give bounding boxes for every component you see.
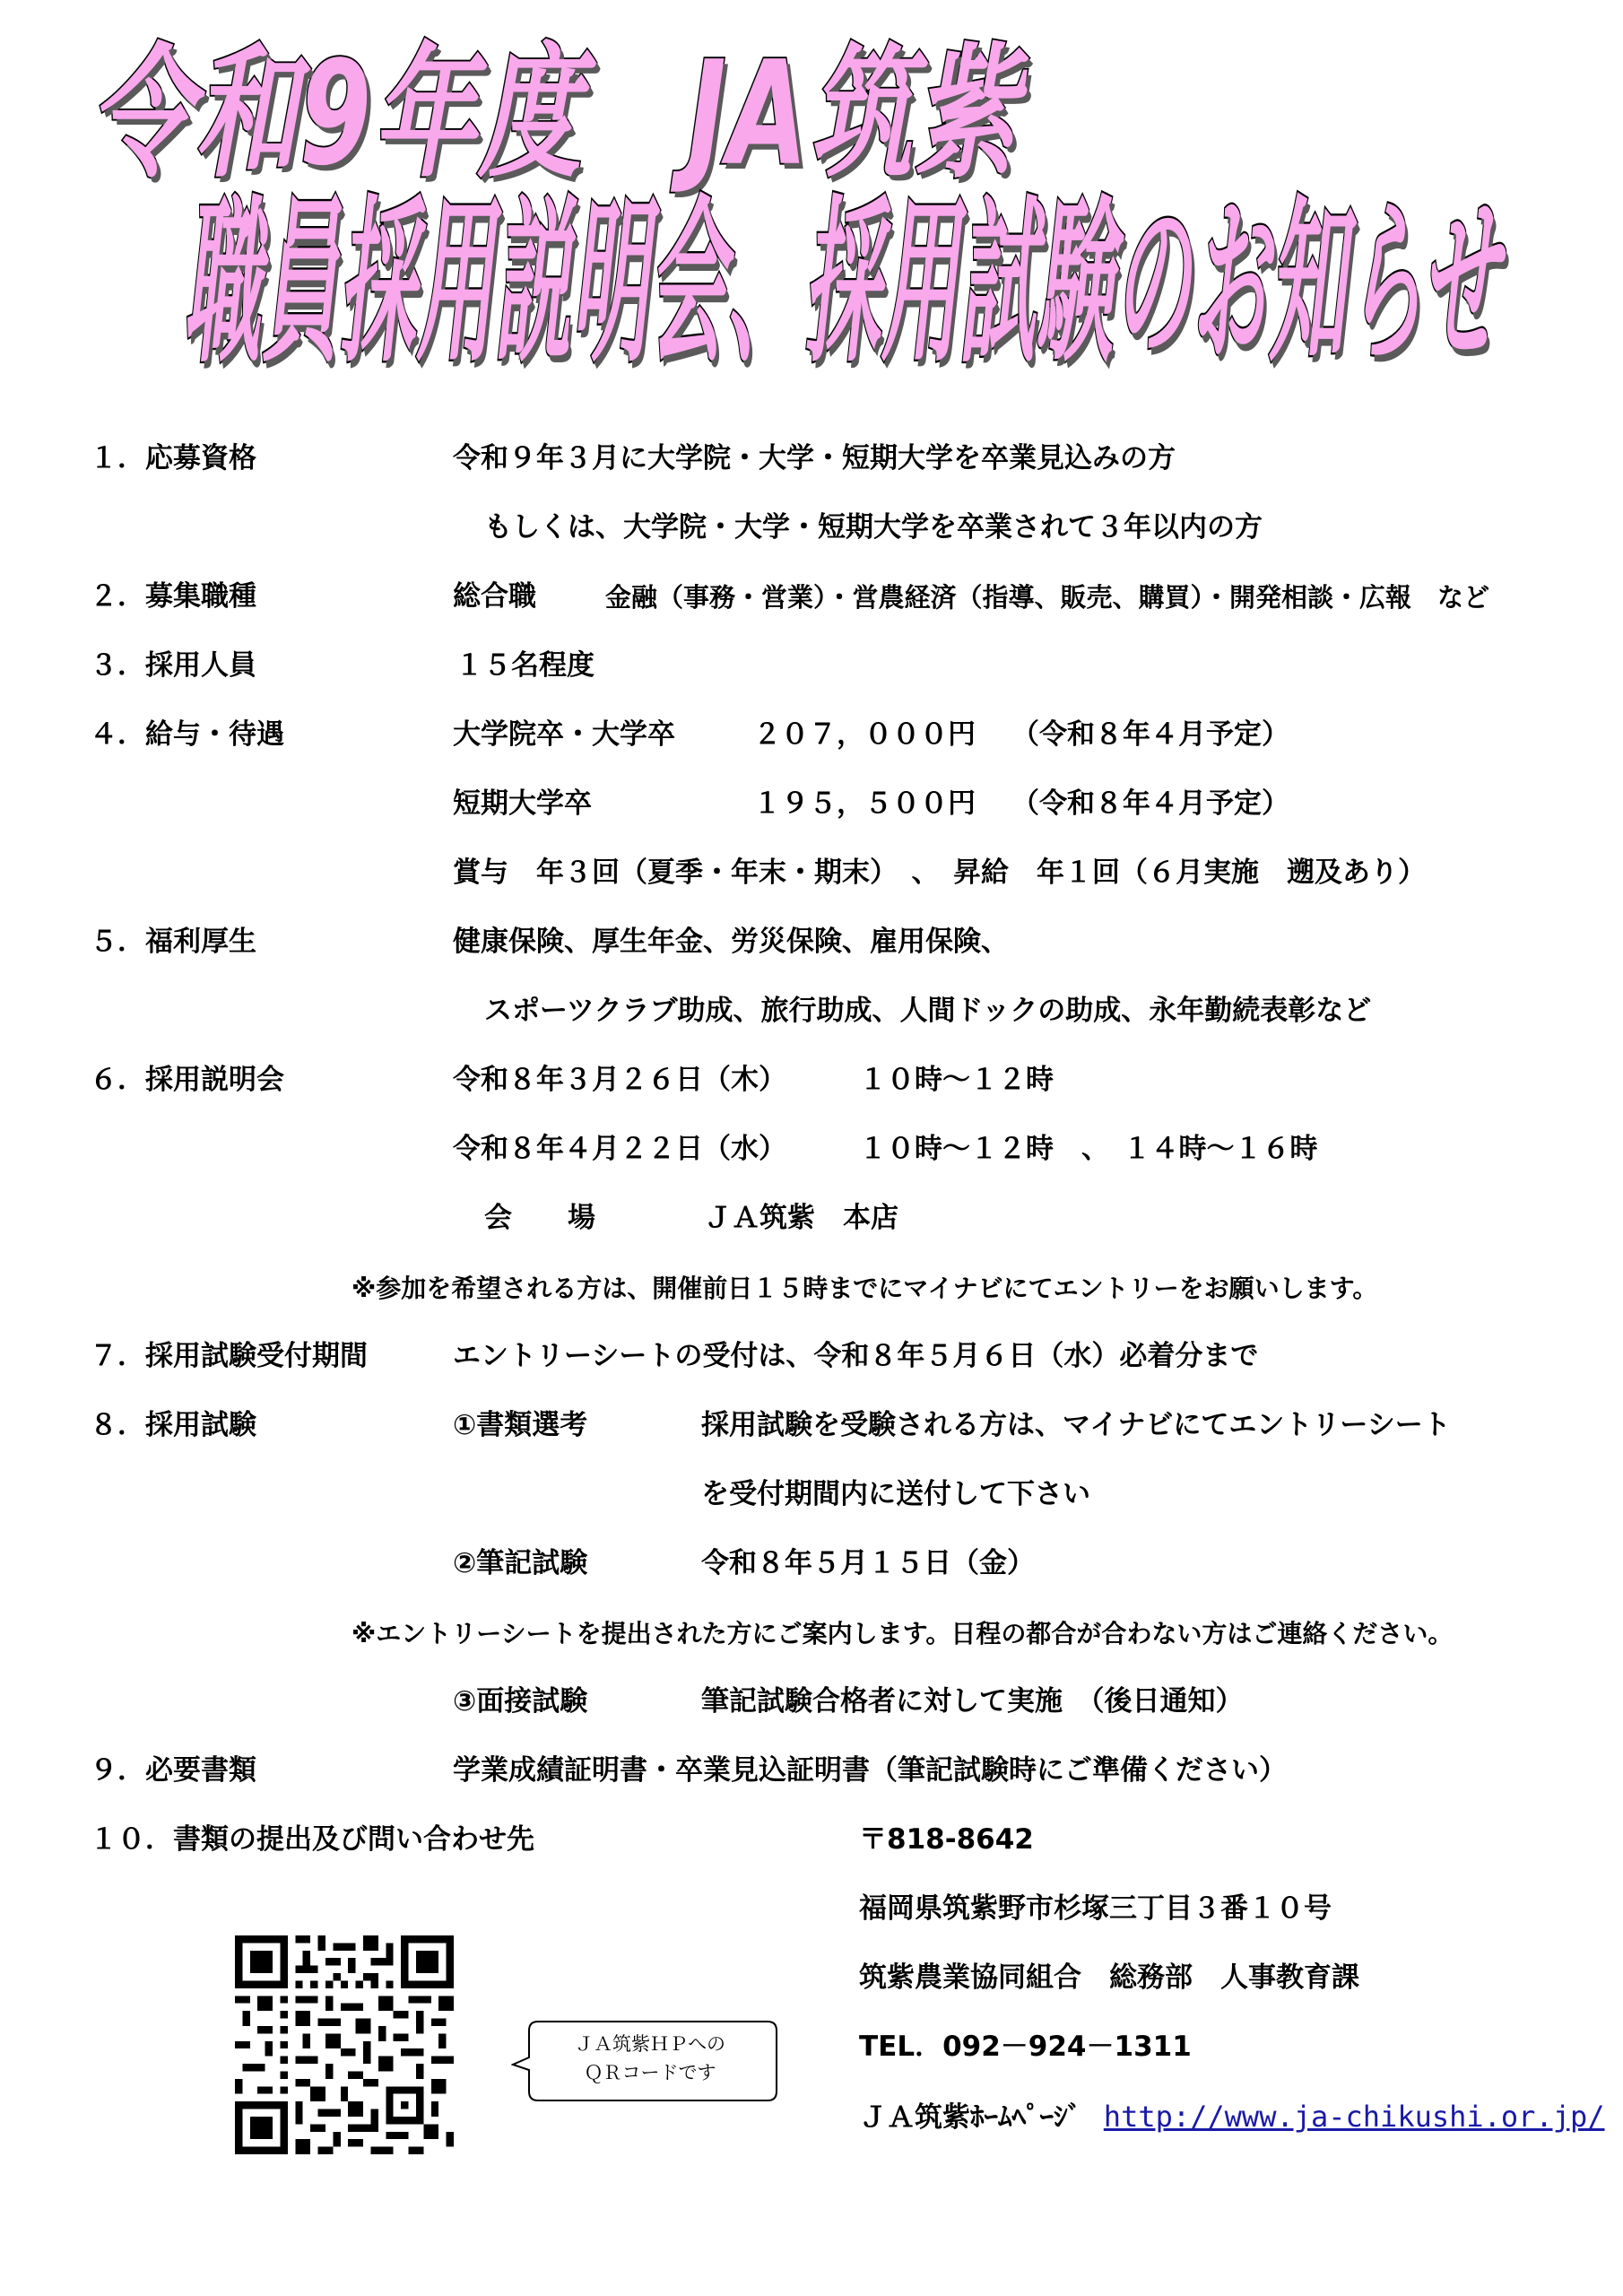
s9-label: ９．必要書類 xyxy=(90,1754,256,1787)
s6-venue-label: 会 場 xyxy=(484,1202,595,1234)
s1-line2: もしくは、大学院・大学・短期大学を卒業されて３年以内の方 xyxy=(484,511,1263,544)
s8-step2-value: 令和８年５月１５日（金） xyxy=(701,1547,1035,1579)
s2-category: 総合職 xyxy=(453,580,536,613)
s2-detail: 金融（事務・営業）・営農経済（指導、販売、購買）・開発相談・広報 など xyxy=(605,582,1490,613)
s7-value: エントリーシートの受付は、令和８年５月６日（水）必着分まで xyxy=(453,1340,1259,1372)
s4-row2-amount: １９５，５００円 xyxy=(753,787,976,820)
s5-line2: スポーツクラブ助成、旅行助成、人間ドックの助成、永年勤続表彰など xyxy=(484,995,1372,1027)
s3-value: １５名程度 xyxy=(456,649,595,682)
s8-step1-line2: を受付期間内に送付して下さい xyxy=(701,1478,1090,1510)
s7-label: ７．採用試験受付期間 xyxy=(90,1340,368,1372)
s3-label: ３．採用人員 xyxy=(90,649,256,682)
contact-postal: 〒818-8642 xyxy=(859,1823,1034,1856)
s5-line1: 健康保険、厚生年金、労災保険、雇用保険、 xyxy=(453,926,1009,958)
s6-venue: ＪＡ筑紫 本店 xyxy=(704,1202,898,1234)
s1-line1: 令和９年３月に大学院・大学・短期大学を卒業見込みの方 xyxy=(453,442,1176,474)
s8-step1-line1: 採用試験を受験される方は、マイナビにてエントリーシート xyxy=(701,1409,1451,1441)
s8-step3: ③面接試験 xyxy=(453,1685,588,1718)
s6-date2: 令和８年４月２２日（水） xyxy=(453,1133,786,1165)
s4-row1-note: （令和８年４月予定） xyxy=(1011,718,1289,751)
s6-time2: １０時～１２時 、 １４時～１６時 xyxy=(859,1133,1318,1165)
title-line2: 職員採用説明会、採用試験のお知らせ xyxy=(184,179,1499,387)
contact-address: 福岡県筑紫野市杉塚三丁目３番１０号 xyxy=(859,1892,1332,1925)
s1-label: １．応募資格 xyxy=(90,442,256,474)
contact-org: 筑紫農業協同組合 総務部 人事教育課 xyxy=(859,1961,1359,1994)
s5-label: ５．福利厚生 xyxy=(90,926,256,958)
qr-caption xyxy=(529,2030,771,2087)
homepage-link[interactable]: http://www.ja-chikushi.or.jp/ xyxy=(1103,2100,1605,2134)
s4-row1-type: 大学院卒・大学卒 xyxy=(453,718,675,751)
s6-note: ※参加を希望される方は、開催前日１５時までにマイナビにてエントリーをお願いします。 xyxy=(352,1274,1378,1303)
s4-bonus: 賞与 年３回（夏季・年末・期末） 、 昇給 年１回（６月実施 遡及あり） xyxy=(453,857,1426,889)
s6-label: ６．採用説明会 xyxy=(90,1064,284,1096)
s4-row1-amount: ２０７，０００円 xyxy=(753,718,976,751)
s8-step1: ①書類選考 xyxy=(453,1409,588,1441)
qr-caption-line1: ＪＡ筑紫ＨＰへの xyxy=(575,2033,725,2055)
qr-caption-line2: ＱＲコードです xyxy=(584,2062,716,2083)
s8-label: ８．採用試験 xyxy=(90,1409,256,1441)
s8-note: ※エントリーシートを提出された方にご案内します。日程の都合が合わない方はご連絡ください。 xyxy=(352,1619,1454,1648)
s6-date1: 令和８年３月２６日（木） xyxy=(453,1064,786,1096)
qr-code-icon[interactable] xyxy=(235,1935,454,2154)
contact-homepage xyxy=(859,2100,1605,2135)
s4-row2-note: （令和８年４月予定） xyxy=(1011,787,1289,820)
title-line1: 令和9年度 JA筑紫 xyxy=(90,30,1020,198)
s10-label: １０．書類の提出及び問い合わせ先 xyxy=(90,1823,534,1856)
homepage-label: ＪＡ筑紫ﾎｰﾑﾍﾟｰｼﾞ xyxy=(859,2101,1081,2134)
s9-value: 学業成績証明書・卒業見込証明書（筆記試験時にご準備ください） xyxy=(453,1754,1287,1787)
s4-row2-type: 短期大学卒 xyxy=(453,787,592,820)
s6-time1: １０時～１２時 xyxy=(859,1064,1054,1096)
contact-tel: TEL．092－924－1311 xyxy=(859,2031,1192,2063)
s8-step2: ②筆記試験 xyxy=(453,1547,588,1579)
s2-label: ２．募集職種 xyxy=(90,580,256,613)
s4-label: ４．給与・待遇 xyxy=(90,718,284,751)
s8-step3-value: 筆記試験合格者に対して実施 （後日通知） xyxy=(701,1685,1244,1718)
